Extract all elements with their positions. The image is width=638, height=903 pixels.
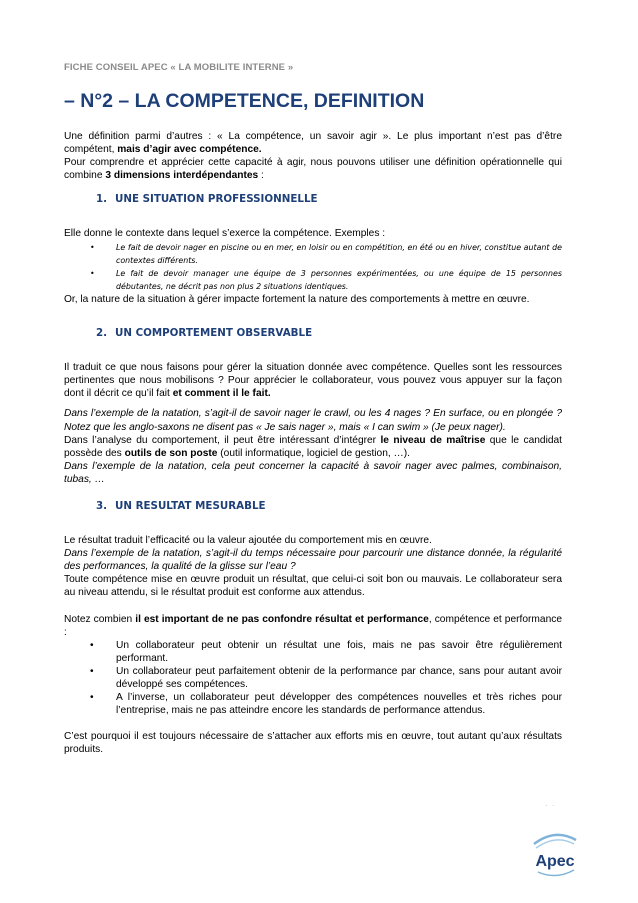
section-1-paragraph-2: Or, la nature de la situation à gérer impacte fortement la nature des comportements à mettre en œuvre. — [64, 293, 530, 305]
list-item: • Le fait de devoir nager en piscine ou en mer, en loisir ou en compétition, en été ou en hiver, constitue autant de contextes différents. — [64, 241, 562, 267]
intro-paragraph-1 — [64, 130, 562, 156]
text: , compétence et performance : — [64, 613, 562, 638]
list-item: • Un collaborateur peut obtenir un résultat une fois, mais ne pas savoir être régulièrement performant. — [64, 639, 562, 665]
text: Pour comprendre et apprécier cette capacité à agir, nous pouvons utiliser une définition opérationnelle qui combine — [64, 157, 562, 182]
section-2-example: Dans l’exemple de la natation, s’agit-il de savoir nager le crawl, ou les 4 nages ? En surface, ou en plongée ? Notez que les anglo-saxons ne disent pas « Je sais nager », mais « I can swim » (Je peux nager). — [64, 408, 562, 433]
section-2-paragraph-2 — [64, 434, 562, 460]
section-3-paragraph-3 — [64, 613, 562, 639]
emphasis: et comment il le fait. — [172, 388, 271, 400]
section-3-list — [64, 639, 562, 718]
spacer — [64, 717, 562, 730]
emphasis: outils de son poste — [124, 447, 218, 459]
section-number: 2. — [96, 327, 108, 340]
section-3-paragraph-2: Toute compétence mise en œuvre produit un résultat, que celui-ci soit bon ou mauvais. Le collaborateur sera au niveau attendu, si le résultat produit est conforme aux attendus. — [64, 574, 562, 599]
section-2-example-2: Dans l’exemple de la natation, cela peut concerner la capacité à savoir nager avec palmes, combinaison, tubas, … — [64, 460, 562, 485]
list-item: • Le fait de devoir manager une équipe de 3 personnes expérimentées, ou une équipe de 15 personnes débutantes, ne décrit pas non plus 2 situations identiques. — [64, 267, 562, 293]
section-title: UN RESULTAT MESURABLE — [115, 499, 266, 512]
text: Notez combien — [64, 613, 136, 625]
section-1-heading — [96, 193, 562, 206]
emphasis: mais d’agir avec compétence. — [117, 144, 262, 156]
section-title: UN COMPORTEMENT OBSERVABLE — [115, 327, 313, 340]
text: Dans l’analyse du comportement, il peut être intéressant d’intégrer — [64, 434, 381, 446]
list-item: • A l’inverse, un collaborateur peut développer des compétences nouvelles et très riches pour l’entreprise, mais ne pas atteindre encore les standards de performance attendus. — [64, 691, 562, 717]
section-3-paragraph-4: C’est pourquoi il est toujours nécessaire de s’attacher aux efforts mis en œuvre, tout autant qu’aux résultats produits. — [64, 731, 562, 756]
emphasis: le niveau de maîtrise — [380, 434, 486, 446]
section-3-paragraph-1: Le résultat traduit l’efficacité ou la valeur ajoutée du comportement mis en œuvre. — [64, 535, 432, 547]
section-1-paragraph-1: Elle donne le contexte dans lequel s’exerce la compétence. Exemples : — [64, 228, 386, 240]
section-3-heading — [96, 500, 562, 513]
section-title: UNE SITUATION PROFESSIONNELLE — [115, 193, 318, 206]
text: (outil informatique, logiciel de gestion, …). — [217, 447, 410, 459]
emphasis: il est important de ne pas confondre résultat et performance — [135, 613, 429, 625]
logo-text: Apec — [535, 853, 575, 870]
spacer — [64, 600, 562, 613]
logo-arc-3-icon — [538, 870, 574, 876]
text: que le candidat possède des — [64, 434, 562, 459]
page-title: – N°2 – LA COMPETENCE, DEFINITION — [64, 90, 425, 112]
text: : — [258, 170, 264, 182]
page-header: FICHE CONSEIL APEC « LA MOBILITE INTERNE » — [64, 62, 294, 73]
section-2-heading — [96, 327, 562, 340]
section-2-paragraph-1 — [64, 361, 562, 400]
text: Une définition parmi d’autres : « La compétence, un savoir agir ». Le plus important n’est pas d’être compétent, — [64, 131, 562, 156]
intro-paragraph-2 — [64, 156, 562, 182]
document-body — [64, 130, 562, 756]
emphasis: 3 dimensions interdépendantes — [105, 170, 259, 182]
section-3-example: Dans l’exemple de la natation, s’agit-il du temps nécessaire pour parcourir une distance donnée, la régularité des performances, la qualité de la glisse sur l’eau ? — [64, 548, 562, 573]
section-number: 1. — [96, 193, 108, 206]
list-item: • Un collaborateur peut parfaitement obtenir de la performance par chance, sans pour autant avoir développé ses compétences. — [64, 665, 562, 691]
page-marker: · · — [545, 801, 556, 810]
section-number: 3. — [96, 499, 108, 512]
apec-logo — [526, 826, 584, 884]
text: Il traduit ce que nous faisons pour gérer la situation donnée avec compétence. Quelles sont les ressources pertinentes que nous mobilisons ? Pour apprécier le collaborateur, vous pouvez vous appuyer sur la façon dont il décrit ce qu’il fait — [64, 362, 562, 400]
section-1-examples-list — [64, 241, 562, 293]
logo-arc-2-icon — [536, 840, 574, 848]
